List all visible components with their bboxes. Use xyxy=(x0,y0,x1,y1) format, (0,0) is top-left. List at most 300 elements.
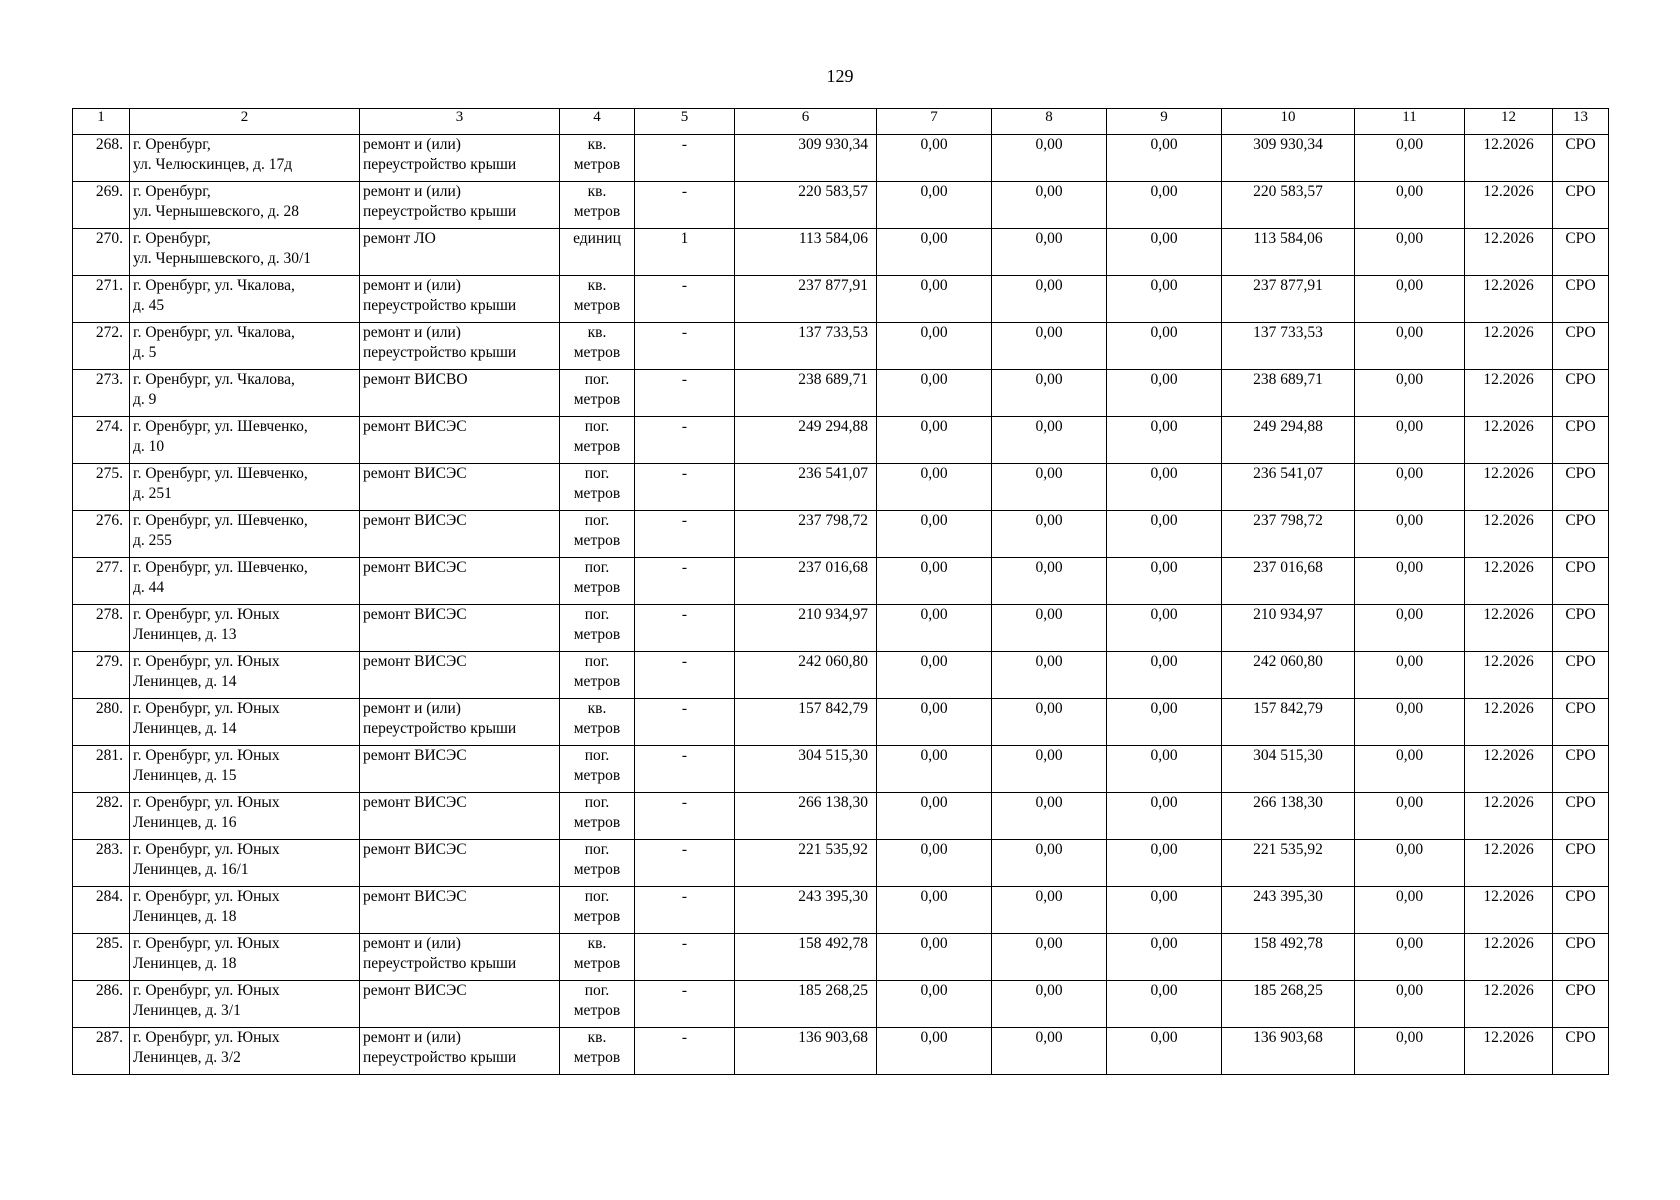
col11-cell: 0,00 xyxy=(1355,981,1465,1028)
work-type-cell xyxy=(360,934,560,981)
unit-line-1: единиц xyxy=(573,230,621,247)
unit-line-1: пог. xyxy=(584,794,610,811)
col8-cell: 0,00 xyxy=(992,746,1107,793)
address-line-1: г. Оренбург, ул. Юных xyxy=(133,606,280,623)
address-cell xyxy=(130,135,360,182)
work-type-cell xyxy=(360,793,560,840)
total-cost-cell: 221 535,92 xyxy=(735,840,877,887)
address-line-1: г. Оренбург, ул. Юных xyxy=(133,1029,280,1046)
table-row xyxy=(73,934,1609,981)
col9-cell: 0,00 xyxy=(1107,135,1222,182)
col10-cell: 249 294,88 xyxy=(1222,417,1355,464)
work-type-line-1: ремонт ВИСЭС xyxy=(363,982,467,999)
col10-cell: 221 535,92 xyxy=(1222,840,1355,887)
col11-cell: 0,00 xyxy=(1355,558,1465,605)
col10-cell: 237 016,68 xyxy=(1222,558,1355,605)
work-type-cell xyxy=(360,370,560,417)
work-type-line-2: переустройство крыши xyxy=(363,156,517,173)
address-line-2: д. 5 xyxy=(133,344,157,361)
table-row xyxy=(73,135,1609,182)
col9-cell: 0,00 xyxy=(1107,605,1222,652)
row-number: 283. xyxy=(73,840,130,887)
work-type-line-1: ремонт ВИСЭС xyxy=(363,888,467,905)
address-cell xyxy=(130,276,360,323)
completion-date-cell: 12.2026 xyxy=(1465,652,1553,699)
col9-cell: 0,00 xyxy=(1107,746,1222,793)
source-cell: СРО xyxy=(1553,887,1609,934)
unit-line-2: метров xyxy=(573,297,621,314)
table-row xyxy=(73,746,1609,793)
address-line-2: Ленинцев, д. 15 xyxy=(133,767,237,784)
column-header: 8 xyxy=(992,109,1107,135)
col8-cell: 0,00 xyxy=(992,370,1107,417)
unit-line-2: метров xyxy=(573,1049,621,1066)
column-header: 10 xyxy=(1222,109,1355,135)
address-line-1: г. Оренбург, ул. Юных xyxy=(133,700,280,717)
row-number: 282. xyxy=(73,793,130,840)
col10-cell: 210 934,97 xyxy=(1222,605,1355,652)
col7-cell: 0,00 xyxy=(877,981,992,1028)
address-line-1: г. Оренбург, ул. Юных xyxy=(133,935,280,952)
unit-line-1: пог. xyxy=(584,888,610,905)
unit-line-2: метров xyxy=(573,767,621,784)
work-type-line-1: ремонт ВИСЭС xyxy=(363,747,467,764)
address-line-1: г. Оренбург, ул. Чкалова, xyxy=(133,371,295,388)
unit-cell xyxy=(560,558,635,605)
address-line-1: г. Оренбург, ул. Чкалова, xyxy=(133,277,295,294)
col10-cell: 113 584,06 xyxy=(1222,229,1355,276)
work-type-line-1: ремонт ВИСЭС xyxy=(363,841,467,858)
table-row xyxy=(73,511,1609,558)
unit-cell xyxy=(560,323,635,370)
work-type-cell xyxy=(360,276,560,323)
col10-cell: 220 583,57 xyxy=(1222,182,1355,229)
unit-line-1: пог. xyxy=(584,841,610,858)
col10-cell: 136 903,68 xyxy=(1222,1028,1355,1075)
address-cell xyxy=(130,182,360,229)
address-cell xyxy=(130,981,360,1028)
col9-cell: 0,00 xyxy=(1107,934,1222,981)
unit-cell xyxy=(560,229,635,276)
unit-line-2: метров xyxy=(573,438,621,455)
unit-line-2: метров xyxy=(573,861,621,878)
work-type-line-1: ремонт ВИСЭС xyxy=(363,653,467,670)
col10-cell: 304 515,30 xyxy=(1222,746,1355,793)
unit-line-2: метров xyxy=(573,156,621,173)
col7-cell: 0,00 xyxy=(877,135,992,182)
work-type-line-2: переустройство крыши xyxy=(363,344,517,361)
completion-date-cell: 12.2026 xyxy=(1465,135,1553,182)
work-type-cell xyxy=(360,1028,560,1075)
table-row xyxy=(73,605,1609,652)
col9-cell: 0,00 xyxy=(1107,276,1222,323)
quantity-cell: - xyxy=(635,981,735,1028)
quantity-cell: - xyxy=(635,370,735,417)
address-line-1: г. Оренбург, ул. Юных xyxy=(133,794,280,811)
row-number: 287. xyxy=(73,1028,130,1075)
completion-date-cell: 12.2026 xyxy=(1465,934,1553,981)
unit-cell xyxy=(560,887,635,934)
col8-cell: 0,00 xyxy=(992,934,1107,981)
unit-line-1: кв. xyxy=(587,935,607,952)
completion-date-cell: 12.2026 xyxy=(1465,558,1553,605)
address-line-1: г. Оренбург, ул. Шевченко, xyxy=(133,465,308,482)
table-row xyxy=(73,699,1609,746)
col9-cell: 0,00 xyxy=(1107,511,1222,558)
address-line-2: Ленинцев, д. 14 xyxy=(133,720,237,737)
address-cell xyxy=(130,840,360,887)
unit-line-1: пог. xyxy=(584,982,610,999)
col9-cell: 0,00 xyxy=(1107,229,1222,276)
source-cell: СРО xyxy=(1553,652,1609,699)
unit-cell xyxy=(560,370,635,417)
total-cost-cell: 185 268,25 xyxy=(735,981,877,1028)
unit-line-2: метров xyxy=(573,391,621,408)
column-header: 1 xyxy=(73,109,130,135)
source-cell: СРО xyxy=(1553,464,1609,511)
table-row xyxy=(73,229,1609,276)
address-line-2: Ленинцев, д. 13 xyxy=(133,626,237,643)
address-cell xyxy=(130,229,360,276)
address-cell xyxy=(130,934,360,981)
col9-cell: 0,00 xyxy=(1107,793,1222,840)
work-type-cell xyxy=(360,323,560,370)
unit-line-1: пог. xyxy=(584,371,610,388)
address-line-2: Ленинцев, д. 3/2 xyxy=(133,1049,241,1066)
col9-cell: 0,00 xyxy=(1107,417,1222,464)
unit-line-1: кв. xyxy=(587,324,607,341)
address-line-2: Ленинцев, д. 14 xyxy=(133,673,237,690)
col11-cell: 0,00 xyxy=(1355,1028,1465,1075)
table-row xyxy=(73,652,1609,699)
source-cell: СРО xyxy=(1553,229,1609,276)
address-cell xyxy=(130,370,360,417)
column-header: 5 xyxy=(635,109,735,135)
col9-cell: 0,00 xyxy=(1107,1028,1222,1075)
address-line-1: г. Оренбург, ул. Шевченко, xyxy=(133,418,308,435)
col10-cell: 237 798,72 xyxy=(1222,511,1355,558)
page-number: 129 xyxy=(826,66,854,86)
address-line-1: г. Оренбург, ул. Чкалова, xyxy=(133,324,295,341)
unit-line-2: метров xyxy=(573,955,621,972)
work-type-cell xyxy=(360,417,560,464)
unit-line-1: пог. xyxy=(584,418,610,435)
col11-cell: 0,00 xyxy=(1355,793,1465,840)
unit-line-2: метров xyxy=(573,814,621,831)
unit-cell xyxy=(560,934,635,981)
quantity-cell: - xyxy=(635,605,735,652)
quantity-cell: - xyxy=(635,135,735,182)
col8-cell: 0,00 xyxy=(992,840,1107,887)
quantity-cell: - xyxy=(635,182,735,229)
unit-cell xyxy=(560,511,635,558)
quantity-cell: - xyxy=(635,887,735,934)
col11-cell: 0,00 xyxy=(1355,135,1465,182)
col10-cell: 238 689,71 xyxy=(1222,370,1355,417)
quantity-cell: - xyxy=(635,511,735,558)
source-cell: СРО xyxy=(1553,793,1609,840)
address-line-1: г. Оренбург, xyxy=(133,230,211,247)
col10-cell: 309 930,34 xyxy=(1222,135,1355,182)
work-type-line-1: ремонт ВИСЭС xyxy=(363,418,467,435)
column-header: 3 xyxy=(360,109,560,135)
col7-cell: 0,00 xyxy=(877,840,992,887)
quantity-cell: - xyxy=(635,276,735,323)
work-type-cell xyxy=(360,511,560,558)
work-type-line-1: ремонт ВИСЭС xyxy=(363,465,467,482)
table-row xyxy=(73,417,1609,464)
row-number: 272. xyxy=(73,323,130,370)
completion-date-cell: 12.2026 xyxy=(1465,840,1553,887)
address-line-1: г. Оренбург, ул. Шевченко, xyxy=(133,512,308,529)
col7-cell: 0,00 xyxy=(877,887,992,934)
col7-cell: 0,00 xyxy=(877,323,992,370)
unit-cell xyxy=(560,135,635,182)
source-cell: СРО xyxy=(1553,323,1609,370)
total-cost-cell: 238 689,71 xyxy=(735,370,877,417)
unit-cell xyxy=(560,464,635,511)
work-type-cell xyxy=(360,558,560,605)
table-row xyxy=(73,793,1609,840)
row-number: 279. xyxy=(73,652,130,699)
unit-line-2: метров xyxy=(573,720,621,737)
col9-cell: 0,00 xyxy=(1107,699,1222,746)
work-type-line-1: ремонт и (или) xyxy=(363,935,461,952)
col7-cell: 0,00 xyxy=(877,558,992,605)
completion-date-cell: 12.2026 xyxy=(1465,182,1553,229)
col7-cell: 0,00 xyxy=(877,276,992,323)
row-number: 275. xyxy=(73,464,130,511)
row-number: 286. xyxy=(73,981,130,1028)
col9-cell: 0,00 xyxy=(1107,887,1222,934)
total-cost-cell: 113 584,06 xyxy=(735,229,877,276)
source-cell: СРО xyxy=(1553,934,1609,981)
work-type-line-1: ремонт и (или) xyxy=(363,1029,461,1046)
completion-date-cell: 12.2026 xyxy=(1465,417,1553,464)
completion-date-cell: 12.2026 xyxy=(1465,323,1553,370)
table-row xyxy=(73,370,1609,417)
col10-cell: 243 395,30 xyxy=(1222,887,1355,934)
col7-cell: 0,00 xyxy=(877,1028,992,1075)
work-type-line-1: ремонт ВИСЭС xyxy=(363,606,467,623)
col7-cell: 0,00 xyxy=(877,417,992,464)
source-cell: СРО xyxy=(1553,840,1609,887)
col7-cell: 0,00 xyxy=(877,464,992,511)
quantity-cell: - xyxy=(635,464,735,511)
completion-date-cell: 12.2026 xyxy=(1465,699,1553,746)
col11-cell: 0,00 xyxy=(1355,323,1465,370)
address-line-1: г. Оренбург, ул. Юных xyxy=(133,841,280,858)
unit-line-1: кв. xyxy=(587,136,607,153)
work-type-cell xyxy=(360,699,560,746)
completion-date-cell: 12.2026 xyxy=(1465,1028,1553,1075)
col7-cell: 0,00 xyxy=(877,652,992,699)
col11-cell: 0,00 xyxy=(1355,699,1465,746)
total-cost-cell: 249 294,88 xyxy=(735,417,877,464)
col9-cell: 0,00 xyxy=(1107,652,1222,699)
col10-cell: 157 842,79 xyxy=(1222,699,1355,746)
unit-line-1: пог. xyxy=(584,606,610,623)
row-number: 274. xyxy=(73,417,130,464)
column-header: 6 xyxy=(735,109,877,135)
total-cost-cell: 266 138,30 xyxy=(735,793,877,840)
col10-cell: 158 492,78 xyxy=(1222,934,1355,981)
work-type-cell xyxy=(360,652,560,699)
work-type-line-2: переустройство крыши xyxy=(363,720,517,737)
quantity-cell: - xyxy=(635,558,735,605)
column-header: 7 xyxy=(877,109,992,135)
col7-cell: 0,00 xyxy=(877,934,992,981)
table-row xyxy=(73,323,1609,370)
col11-cell: 0,00 xyxy=(1355,370,1465,417)
unit-line-1: пог. xyxy=(584,512,610,529)
unit-cell xyxy=(560,840,635,887)
address-line-2: Ленинцев, д. 16/1 xyxy=(133,861,249,878)
row-number: 271. xyxy=(73,276,130,323)
source-cell: СРО xyxy=(1553,605,1609,652)
work-type-line-1: ремонт ВИСЭС xyxy=(363,794,467,811)
source-cell: СРО xyxy=(1553,370,1609,417)
col8-cell: 0,00 xyxy=(992,1028,1107,1075)
source-cell: СРО xyxy=(1553,981,1609,1028)
unit-line-1: кв. xyxy=(587,183,607,200)
unit-cell xyxy=(560,981,635,1028)
total-cost-cell: 236 541,07 xyxy=(735,464,877,511)
col8-cell: 0,00 xyxy=(992,605,1107,652)
col7-cell: 0,00 xyxy=(877,370,992,417)
completion-date-cell: 12.2026 xyxy=(1465,793,1553,840)
work-type-cell xyxy=(360,981,560,1028)
work-type-line-2: переустройство крыши xyxy=(363,203,517,220)
total-cost-cell: 242 060,80 xyxy=(735,652,877,699)
unit-cell xyxy=(560,605,635,652)
col11-cell: 0,00 xyxy=(1355,464,1465,511)
address-cell xyxy=(130,511,360,558)
address-line-2: д. 9 xyxy=(133,391,157,408)
quantity-cell: - xyxy=(635,323,735,370)
table-row xyxy=(73,182,1609,229)
unit-cell xyxy=(560,1028,635,1075)
work-type-cell xyxy=(360,464,560,511)
address-cell xyxy=(130,417,360,464)
quantity-cell: - xyxy=(635,934,735,981)
address-line-2: д. 255 xyxy=(133,532,172,549)
completion-date-cell: 12.2026 xyxy=(1465,464,1553,511)
address-line-2: ул. Челюскинцев, д. 17д xyxy=(133,156,293,173)
col11-cell: 0,00 xyxy=(1355,605,1465,652)
unit-cell xyxy=(560,652,635,699)
work-type-cell xyxy=(360,840,560,887)
col8-cell: 0,00 xyxy=(992,182,1107,229)
address-line-2: Ленинцев, д. 16 xyxy=(133,814,237,831)
quantity-cell: - xyxy=(635,652,735,699)
address-line-1: г. Оренбург, ул. Юных xyxy=(133,653,280,670)
address-line-2: ул. Чернышевского, д. 28 xyxy=(133,203,299,220)
total-cost-cell: 137 733,53 xyxy=(735,323,877,370)
column-header: 12 xyxy=(1465,109,1553,135)
row-number: 273. xyxy=(73,370,130,417)
row-number: 269. xyxy=(73,182,130,229)
col10-cell: 236 541,07 xyxy=(1222,464,1355,511)
col7-cell: 0,00 xyxy=(877,511,992,558)
address-cell xyxy=(130,887,360,934)
table-row xyxy=(73,840,1609,887)
total-cost-cell: 220 583,57 xyxy=(735,182,877,229)
address-line-1: г. Оренбург, ул. Юных xyxy=(133,888,280,905)
source-cell: СРО xyxy=(1553,182,1609,229)
work-type-line-2: переустройство крыши xyxy=(363,297,517,314)
col7-cell: 0,00 xyxy=(877,229,992,276)
row-number: 270. xyxy=(73,229,130,276)
row-number: 284. xyxy=(73,887,130,934)
unit-cell xyxy=(560,276,635,323)
col9-cell: 0,00 xyxy=(1107,840,1222,887)
total-cost-cell: 243 395,30 xyxy=(735,887,877,934)
total-cost-cell: 237 877,91 xyxy=(735,276,877,323)
table-row xyxy=(73,276,1609,323)
address-cell xyxy=(130,558,360,605)
source-cell: СРО xyxy=(1553,1028,1609,1075)
quantity-cell: - xyxy=(635,793,735,840)
address-cell xyxy=(130,323,360,370)
col10-cell: 137 733,53 xyxy=(1222,323,1355,370)
unit-line-1: пог. xyxy=(584,559,610,576)
unit-line-1: пог. xyxy=(584,465,610,482)
source-cell: СРО xyxy=(1553,511,1609,558)
col7-cell: 0,00 xyxy=(877,793,992,840)
completion-date-cell: 12.2026 xyxy=(1465,887,1553,934)
unit-line-1: кв. xyxy=(587,277,607,294)
address-line-2: ул. Чернышевского, д. 30/1 xyxy=(133,250,312,267)
table-row xyxy=(73,981,1609,1028)
col8-cell: 0,00 xyxy=(992,793,1107,840)
work-type-line-1: ремонт ВИСЭС xyxy=(363,512,467,529)
col8-cell: 0,00 xyxy=(992,276,1107,323)
col9-cell: 0,00 xyxy=(1107,558,1222,605)
col8-cell: 0,00 xyxy=(992,887,1107,934)
col8-cell: 0,00 xyxy=(992,511,1107,558)
col9-cell: 0,00 xyxy=(1107,323,1222,370)
column-header: 4 xyxy=(560,109,635,135)
column-header: 11 xyxy=(1355,109,1465,135)
unit-cell xyxy=(560,417,635,464)
table-row xyxy=(73,558,1609,605)
column-header: 13 xyxy=(1553,109,1609,135)
col8-cell: 0,00 xyxy=(992,417,1107,464)
completion-date-cell: 12.2026 xyxy=(1465,981,1553,1028)
completion-date-cell: 12.2026 xyxy=(1465,229,1553,276)
address-line-1: г. Оренбург, xyxy=(133,136,211,153)
total-cost-cell: 210 934,97 xyxy=(735,605,877,652)
total-cost-cell: 237 798,72 xyxy=(735,511,877,558)
quantity-cell: - xyxy=(635,699,735,746)
address-cell xyxy=(130,793,360,840)
work-type-line-1: ремонт и (или) xyxy=(363,183,461,200)
address-cell xyxy=(130,746,360,793)
work-type-cell xyxy=(360,746,560,793)
quantity-cell: - xyxy=(635,1028,735,1075)
work-type-line-1: ремонт и (или) xyxy=(363,700,461,717)
col7-cell: 0,00 xyxy=(877,746,992,793)
address-line-2: д. 10 xyxy=(133,438,165,455)
address-line-2: Ленинцев, д. 3/1 xyxy=(133,1002,241,1019)
row-number: 278. xyxy=(73,605,130,652)
unit-line-2: метров xyxy=(573,344,621,361)
col11-cell: 0,00 xyxy=(1355,182,1465,229)
col11-cell: 0,00 xyxy=(1355,887,1465,934)
work-type-line-1: ремонт ВИСВО xyxy=(363,371,468,388)
col9-cell: 0,00 xyxy=(1107,464,1222,511)
